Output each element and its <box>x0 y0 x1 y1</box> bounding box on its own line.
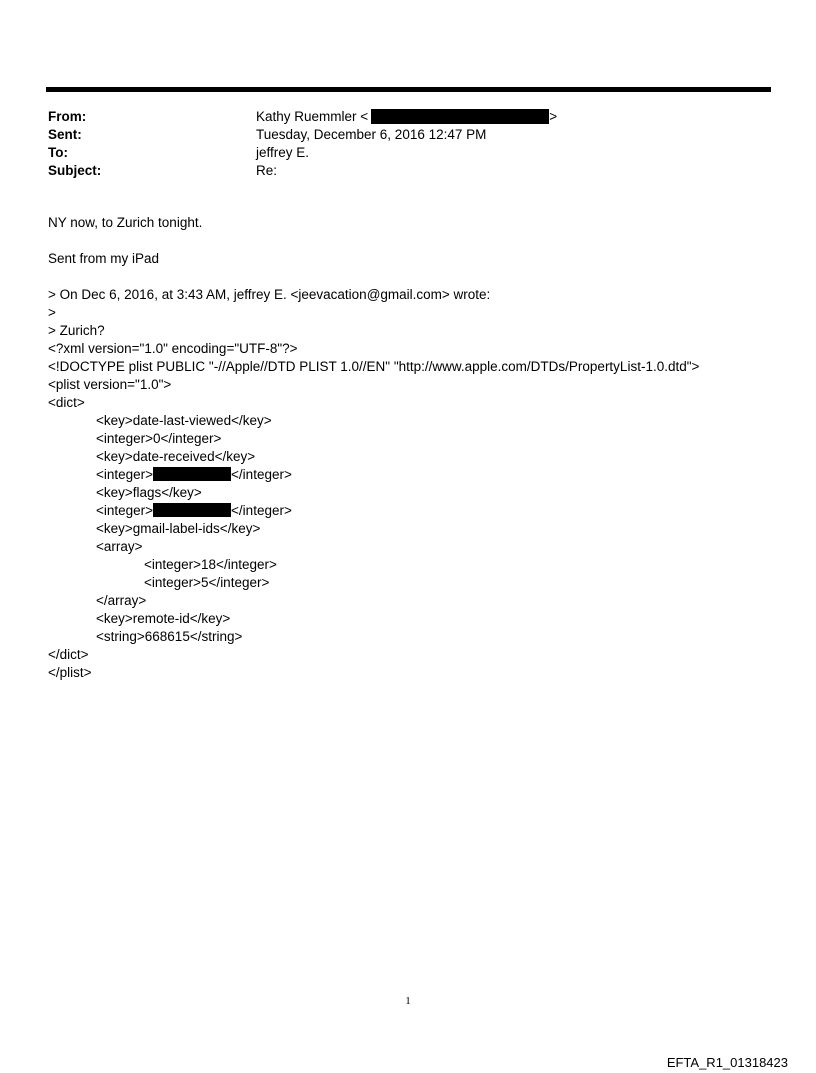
xml-line: <plist version="1.0"> <box>48 377 172 392</box>
int-open-tag: <integer> <box>96 503 154 518</box>
xml-line-redacted <box>48 502 788 520</box>
quote-line: > Zurich? <box>48 323 105 338</box>
xml-line: <key>date-last-viewed</key> <box>96 413 272 428</box>
xml-line-redacted <box>48 466 788 484</box>
subject-row <box>48 162 748 180</box>
xml-line: <integer>5</integer> <box>144 575 270 590</box>
email-body <box>48 214 788 682</box>
sent-label: Sent: <box>48 127 82 142</box>
xml-line: </dict> <box>48 647 89 662</box>
xml-line: <integer>0</integer> <box>96 431 222 446</box>
from-name: Kathy Ruemmler <box>256 109 357 124</box>
page-number: 1 <box>405 995 411 1007</box>
xml-line: <key>remote-id</key> <box>96 611 231 626</box>
subject-value: Re: <box>256 163 278 178</box>
email-header <box>48 108 748 180</box>
sent-value: Tuesday, December 6, 2016 12:47 PM <box>256 127 487 142</box>
redaction-box <box>153 467 231 481</box>
bates-number: EFTA_R1_01318423 <box>666 1055 788 1070</box>
to-row <box>48 144 748 162</box>
xml-line: </array> <box>96 593 147 608</box>
int-close-tag: </integer> <box>231 467 292 482</box>
int-close-tag: </integer> <box>231 503 292 518</box>
xml-line: <!DOCTYPE plist PUBLIC "-//Apple//DTD PLIST 1.0//EN" "http://www.apple.com/DTDs/PropertyList-1.0.dtd"> <box>48 359 700 374</box>
xml-line: <?xml version="1.0" encoding="UTF-8"?> <box>48 341 298 356</box>
redaction-box <box>153 503 231 517</box>
from-label: From: <box>48 109 87 124</box>
xml-line: <dict> <box>48 395 85 410</box>
spacer <box>48 268 788 286</box>
int-open-tag: <integer> <box>96 467 154 482</box>
xml-line: <integer>18</integer> <box>144 557 277 572</box>
quote-line: > On Dec 6, 2016, at 3:43 AM, jeffrey E. <jeevacation@gmail.com> wrote: <box>48 287 491 302</box>
body-line: NY now, to Zurich tonight. <box>48 215 203 230</box>
xml-line: <key>date-received</key> <box>96 449 256 464</box>
redaction-box <box>371 109 549 124</box>
xml-line: <array> <box>96 539 143 554</box>
to-value: jeffrey E. <box>256 145 310 160</box>
quote-line: > <box>48 305 56 320</box>
xml-line: </plist> <box>48 665 92 680</box>
from-row <box>48 108 748 126</box>
header-rule <box>46 87 771 92</box>
sent-row <box>48 126 748 144</box>
xml-line: <string>668615</string> <box>96 629 243 644</box>
to-label: To: <box>48 145 68 160</box>
signature-line: Sent from my iPad <box>48 251 160 266</box>
xml-line: <key>gmail-label-ids</key> <box>96 521 261 536</box>
spacer <box>48 232 788 250</box>
from-value: Kathy Ruemmler < > <box>256 109 558 124</box>
subject-label: Subject: <box>48 163 102 178</box>
xml-line: <key>flags</key> <box>96 485 202 500</box>
